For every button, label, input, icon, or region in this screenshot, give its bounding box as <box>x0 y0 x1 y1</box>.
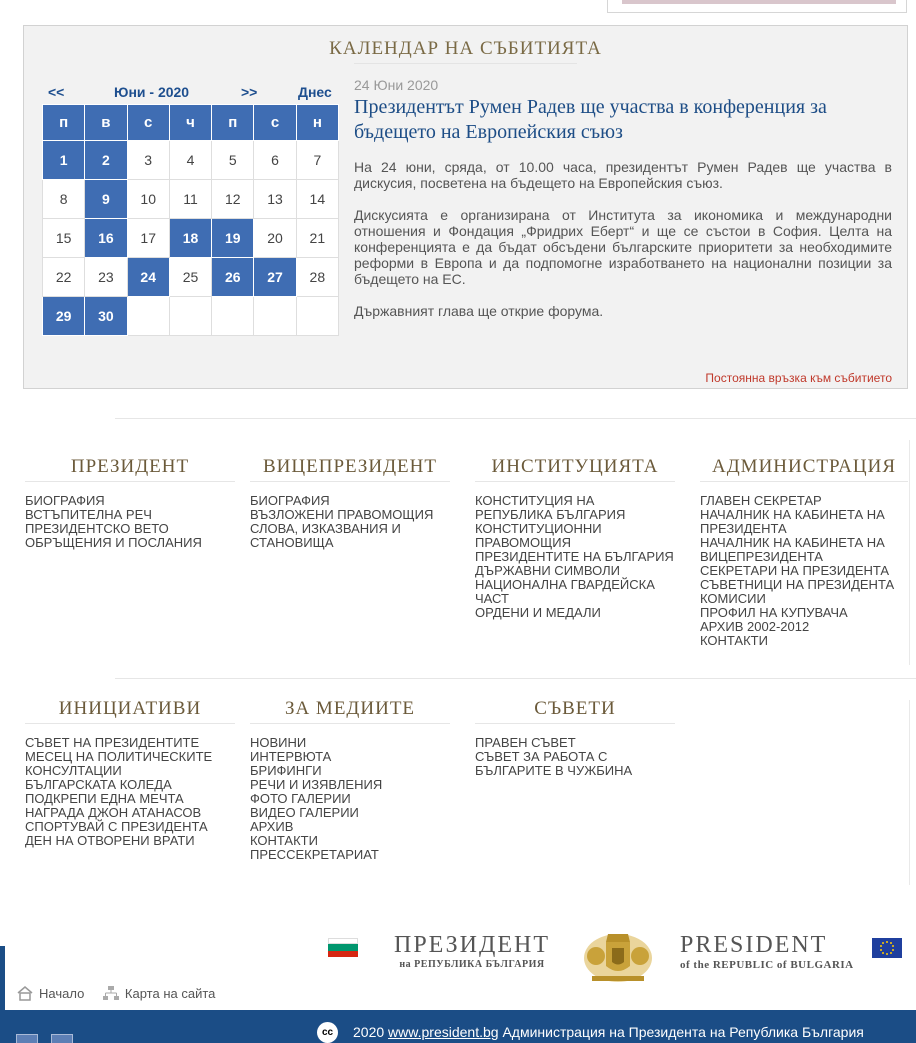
calendar-day[interactable]: 29 <box>43 297 85 336</box>
footer-copyright: 2020 www.president.bg Администрация на Президента на Република България <box>353 1024 864 1040</box>
sitemap-link[interactable]: Карта на сайта <box>102 985 215 1001</box>
nav-heading[interactable]: ЗА МЕДИИТЕ <box>250 698 450 724</box>
nav-link[interactable]: АРХИВ <box>250 819 294 834</box>
calendar-day[interactable]: 30 <box>85 297 127 336</box>
calendar-day[interactable]: 16 <box>85 219 127 258</box>
today-link[interactable]: Днес <box>298 84 332 100</box>
nav-heading[interactable]: ИНИЦИАТИВИ <box>25 698 235 724</box>
calendar-widget <box>42 78 339 336</box>
nav-link[interactable]: ПРЕЗИДЕНТИТЕ НА БЪЛГАРИЯ <box>475 549 674 564</box>
calendar-empty-cell <box>296 297 338 336</box>
weekday-header: с <box>254 105 296 141</box>
calendar-day: 15 <box>43 219 85 258</box>
nav-link[interactable]: СПОРТУВАЙ С ПРЕЗИДЕНТА <box>25 819 208 834</box>
nav-column-initiatives <box>25 698 235 848</box>
calendar-day[interactable]: 24 <box>127 258 169 297</box>
calendar-day: 10 <box>127 180 169 219</box>
divider <box>115 678 916 679</box>
calendar-day: 12 <box>212 180 254 219</box>
nav-link[interactable]: ПРЕЗИДЕНТСКО ВЕТО <box>25 521 169 536</box>
footer <box>0 1010 916 1043</box>
nav-link[interactable]: НАГРАДА ДЖОН АТАНАСОВ <box>25 805 202 820</box>
nav-link[interactable]: НАЧАЛНИК НА КАБИНЕТА НА ВИЦЕПРЕЗИДЕНТА <box>700 535 885 564</box>
nav-link[interactable]: РЕЧИ И ИЗЯВЛЕНИЯ <box>250 777 383 792</box>
permalink-link[interactable]: Постоянна връзка към събитието <box>705 371 892 385</box>
nav-link[interactable]: СЛОВА, ИЗКАЗВАНИЯ И СТАНОВИЩА <box>250 521 401 550</box>
calendar-day: 11 <box>169 180 211 219</box>
calendar-day: 21 <box>296 219 338 258</box>
nav-link[interactable]: КОНТАКТИ <box>700 633 768 648</box>
weekday-header: п <box>43 105 85 141</box>
event-article <box>354 77 892 335</box>
calendar-empty-cell <box>212 297 254 336</box>
top-banner-edge <box>607 0 907 13</box>
nav-heading[interactable]: АДМИНИСТРАЦИЯ <box>700 456 908 482</box>
nav-link[interactable]: ВСТЪПИТЕЛНА РЕЧ <box>25 507 152 522</box>
calendar-day: 13 <box>254 180 296 219</box>
calendar-day[interactable]: 26 <box>212 258 254 297</box>
coat-of-arms-icon <box>578 920 658 986</box>
nav-link[interactable]: БИОГРАФИЯ <box>25 493 105 508</box>
calendar-day: 17 <box>127 219 169 258</box>
eu-flag-icon[interactable] <box>872 938 902 958</box>
nav-heading[interactable]: ПРЕЗИДЕНТ <box>25 456 235 482</box>
event-paragraph: Дискусията е организирана от Института за икономика и международни отношения и Фондация „Фридрих Еберт“ и ще се състои в София. Целта на конференцията е да бъдат обсъдени българските приоритети за необходимите реформи в Европа и да подпомогне изработването на национални позиции за бъдещето на ЕС. <box>354 207 892 287</box>
calendar-day: 3 <box>127 141 169 180</box>
calendar-day: 4 <box>169 141 211 180</box>
nav-link[interactable]: МЕСЕЦ НА ПОЛИТИЧЕСКИТЕ КОНСУЛТАЦИИ <box>25 749 213 778</box>
weekday-header: н <box>296 105 338 141</box>
event-date: 24 Юни 2020 <box>354 77 439 93</box>
calendar-day: 23 <box>85 258 127 297</box>
nav-link[interactable]: ДЪРЖАВНИ СИМВОЛИ <box>475 563 620 578</box>
calendar-day: 28 <box>296 258 338 297</box>
nav-link[interactable]: КОНТАКТИ ПРЕССЕКРЕТАРИАТ <box>250 833 379 862</box>
nav-link[interactable]: ВИДЕО ГАЛЕРИИ <box>250 805 359 820</box>
bulgarian-flag-icon[interactable] <box>328 938 358 957</box>
nav-link[interactable]: СЕКРЕТАРИ НА ПРЕЗИДЕНТА <box>700 563 890 578</box>
calendar-grid <box>42 104 339 336</box>
president-logo-en: PRESIDENT of the REPUBLIC of BULGARIA <box>680 932 854 971</box>
nav-link[interactable]: ОРДЕНИ И МЕДАЛИ <box>475 605 601 620</box>
divider <box>909 440 910 665</box>
nav-link[interactable]: НОВИНИ <box>250 735 307 750</box>
nav-link[interactable]: ИНТЕРВЮТА <box>250 749 332 764</box>
calendar-day: 5 <box>212 141 254 180</box>
nav-link[interactable]: ОБРЪЩЕНИЯ И ПОСЛАНИЯ <box>25 535 202 550</box>
calendar-header <box>42 78 339 104</box>
calendar-empty-cell <box>127 297 169 336</box>
divider <box>115 418 916 419</box>
president-logo-bg: ПРЕЗИДЕНТ на РЕПУБЛИКА БЪЛГАРИЯ <box>394 932 551 970</box>
sitemap-icon <box>102 985 120 1001</box>
nav-link[interactable]: БЪЛГАРСКАТА КОЛЕДА <box>25 777 172 792</box>
nav-column-media <box>250 698 450 862</box>
calendar-day: 7 <box>296 141 338 180</box>
branding-row <box>0 920 916 990</box>
nav-column-councils <box>475 698 675 778</box>
nav-link[interactable]: БИОГРАФИЯ <box>250 493 330 508</box>
nav-column-administration <box>700 456 908 648</box>
calendar-day[interactable]: 19 <box>212 219 254 258</box>
current-month-label: Юни - 2020 <box>114 84 190 100</box>
calendar-day[interactable]: 18 <box>169 219 211 258</box>
calendar-day: 22 <box>43 258 85 297</box>
nav-column-vicepresident <box>250 456 450 550</box>
calendar-day[interactable]: 27 <box>254 258 296 297</box>
calendar-day[interactable]: 9 <box>85 180 127 219</box>
calendar-day[interactable]: 1 <box>43 141 85 180</box>
events-calendar-section <box>23 25 908 389</box>
utility-links <box>16 985 229 1004</box>
nav-link[interactable]: СЪВЕТ НА ПРЕЗИДЕНТИТЕ <box>25 735 200 750</box>
event-body <box>354 159 892 319</box>
calendar-day: 25 <box>169 258 211 297</box>
nav-link[interactable]: БРИФИНГИ <box>250 763 322 778</box>
calendar-empty-cell <box>254 297 296 336</box>
nav-link[interactable]: АРХИВ 2002-2012 <box>700 619 810 634</box>
calendar-day: 14 <box>296 180 338 219</box>
calendar-day: 8 <box>43 180 85 219</box>
nav-column-institution <box>475 456 675 620</box>
twitter-icon[interactable] <box>51 1034 73 1043</box>
event-paragraph: Държавният глава ще открие форума. <box>354 303 604 319</box>
event-title-link[interactable]: Президентът Румен Радев ще участва в конференция за бъдещето на Европейския съюз <box>354 96 827 143</box>
calendar-empty-cell <box>169 297 211 336</box>
nav-link[interactable]: КОМИСИИ <box>700 591 766 606</box>
nav-link[interactable]: ПОДКРЕПИ ЕДНА МЕЧТА <box>25 791 184 806</box>
nav-link[interactable]: ФОТО ГАЛЕРИИ <box>250 791 351 806</box>
events-heading: КАЛЕНДАР НА СЪБИТИЯТА <box>329 38 602 59</box>
calendar-day[interactable]: 2 <box>85 141 127 180</box>
nav-link[interactable]: НАЦИОНАЛНА ГВАРДЕЙСКА ЧАСТ <box>475 577 655 606</box>
nav-link[interactable]: ПРОФИЛ НА КУПУВАЧА <box>700 605 848 620</box>
next-month-link[interactable]: >> <box>241 84 258 100</box>
nav-link[interactable]: КОНСТИТУЦИОННИ ПРАВОМОЩИЯ <box>475 521 602 550</box>
weekday-header: в <box>85 105 127 141</box>
facebook-icon[interactable] <box>16 1034 38 1043</box>
creative-commons-icon: cc <box>317 1022 338 1043</box>
prev-month-link[interactable]: << <box>48 84 65 100</box>
nav-link[interactable]: КОНСТИТУЦИЯ НА РЕПУБЛИКА БЪЛГАРИЯ <box>475 493 626 522</box>
weekday-header: ч <box>169 105 211 141</box>
nav-link[interactable]: ПРАВЕН СЪВЕТ <box>475 735 576 750</box>
home-icon <box>16 985 34 1001</box>
nav-column-president <box>25 456 235 550</box>
divider <box>909 700 910 885</box>
nav-link[interactable]: СЪВЕТНИЦИ НА ПРЕЗИДЕНТА <box>700 577 895 592</box>
nav-link[interactable]: ГЛАВЕН СЕКРЕТАР <box>700 493 822 508</box>
nav-link[interactable]: СЪВЕТ ЗА РАБОТА С БЪЛГАРИТЕ В ЧУЖБИНА <box>475 749 633 778</box>
nav-link[interactable]: ДЕН НА ОТВОРЕНИ ВРАТИ <box>25 833 195 848</box>
nav-heading[interactable]: ИНСТИТУЦИЯТА <box>475 456 675 482</box>
home-link[interactable]: Начало <box>16 985 84 1001</box>
nav-heading[interactable]: ВИЦЕПРЕЗИДЕНТ <box>250 456 450 482</box>
site-link[interactable]: www.president.bg <box>388 1024 499 1040</box>
weekday-header: п <box>212 105 254 141</box>
nav-link[interactable]: НАЧАЛНИК НА КАБИНЕТА НА ПРЕЗИДЕНТА <box>700 507 885 536</box>
nav-link[interactable]: ВЪЗЛОЖЕНИ ПРАВОМОЩИЯ <box>250 507 434 522</box>
calendar-day: 6 <box>254 141 296 180</box>
nav-heading[interactable]: СЪВЕТИ <box>475 698 675 724</box>
weekday-header: с <box>127 105 169 141</box>
calendar-day: 20 <box>254 219 296 258</box>
event-paragraph: На 24 юни, сряда, от 10.00 часа, президентът Румен Радев ще участва в дискусия, посветена на бъдещето на Европейския съюз. <box>354 159 892 191</box>
